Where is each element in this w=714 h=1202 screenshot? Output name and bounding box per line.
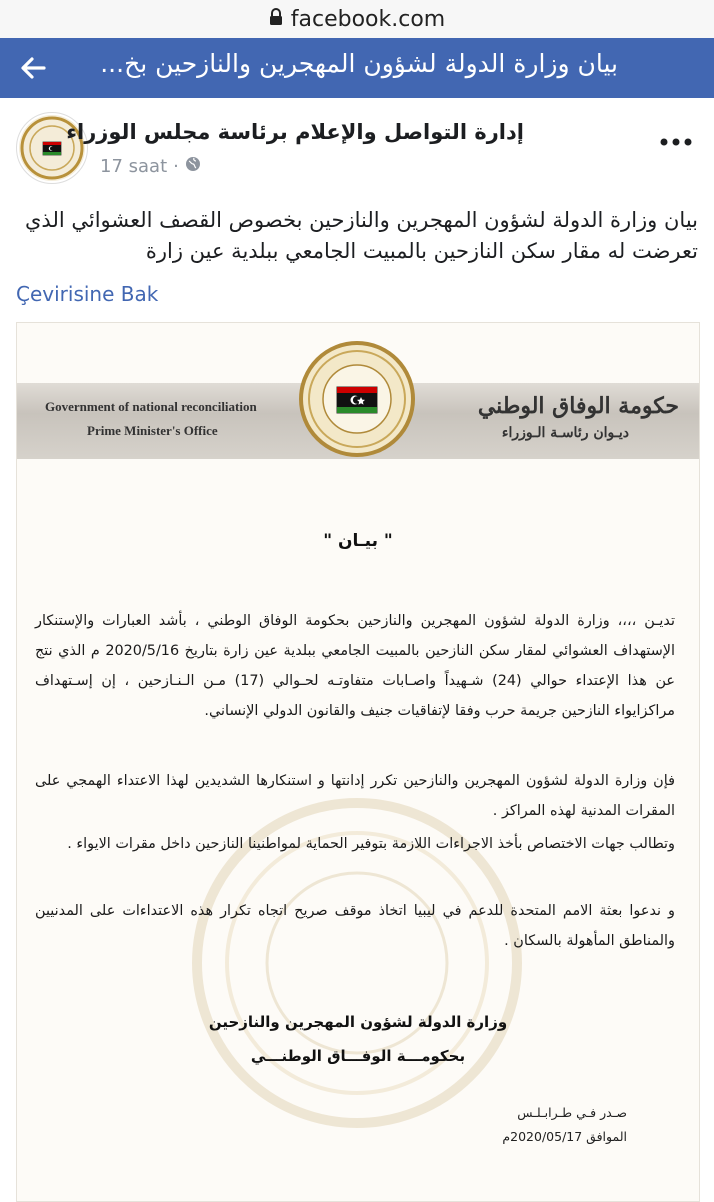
url-text: facebook.com (290, 6, 446, 32)
post-time: 17 saat (100, 156, 168, 177)
post-timestamp (100, 156, 201, 177)
issued-place: صـدر فـي طـرابـلـس (517, 1105, 627, 1120)
post-text: بيان وزارة الدولة لشؤون المهجرين والنازحين بخصوص القصف العشوائي الذي تعرضت له مقار سكن النازحين بالمبيت الجامعي ببلدية عين زارة (25, 208, 698, 263)
signature-line-2: بحكومـــة الوفـــاق الوطنـــي (250, 1047, 466, 1065)
document-title: " بيـان " (323, 531, 393, 551)
post-image-document[interactable] (16, 322, 700, 1202)
letterhead-english-line1: Government of national reconciliation (45, 399, 257, 414)
document-paragraph-4: و ندعوا بعثة الامم المتحدة للدعم في ليبيا اتخاذ موقف صريح اتجاه تكرار هذه الاعتداءات على المدنيين والمناطق المأهولة بالسكان . (35, 903, 675, 949)
lock-icon (269, 7, 283, 32)
letterhead-arabic-line1: حكومة الوفاق الوطني (477, 393, 679, 419)
see-translation-link[interactable]: Çevirisine Bak (16, 282, 159, 306)
more-options-icon[interactable] (656, 132, 696, 152)
document-paragraph-1: تديـن ،،،، وزارة الدولة لشؤون المهجرين والنازحين بحكومة الوفاق الوطني ، بأشد العبارات والإستنكار الإستهداف العشوائي لمقار سكن النازحين بالمبيت الجامعي ببلدية عين زارة بتاريخ 2020/5/16 م الذي نتج عن هذا الإعتداء حوالي (24) شـهيداً واصـابات متفاوتـه لحـوالي (17) مـن الـنـازحين ، إن إسـتهداف مراكزايواء النازحين جريمة حرب وفقا لإتفاقيات جنيف والقانون الدولي الإنساني. (35, 613, 675, 719)
separator-dot: · (173, 156, 179, 177)
document-paragraph-2: فإن وزارة الدولة لشؤون المهجرين والنازحين تكرر إدانتها و استنكارها الشديدين لهذا الاعتداء الهمجي على المقرات المدنية لهذه المراكز . (35, 773, 675, 819)
letterhead-arabic-line2: ديـوان رئاسـة الـوزراء (501, 425, 629, 441)
document-paragraph-3: وتطالب جهات الاختصاص بأخذ الاجراءات اللازمة بتوفير الحماية لمواطنينا النازحين داخل مقرات الايواء . (67, 836, 675, 852)
globe-icon (185, 156, 201, 177)
government-emblem-icon (297, 339, 417, 459)
browser-url-bar[interactable] (0, 0, 714, 38)
issued-date: الموافق 2020/05/17م (502, 1129, 627, 1144)
letterhead-english-line2: Prime Minister's Office (87, 423, 218, 438)
signature-line-1: وزارة الدولة لشؤون المهجرين والنازحين (208, 1013, 508, 1031)
page-name-link[interactable]: إدارة التواصل والإعلام برئاسة مجلس الوزراء (66, 120, 524, 144)
page-title: بيان وزارة الدولة لشؤون المهجرين والنازحين بخ... (100, 49, 618, 78)
page-header (0, 38, 714, 98)
back-arrow-icon[interactable] (14, 48, 54, 88)
